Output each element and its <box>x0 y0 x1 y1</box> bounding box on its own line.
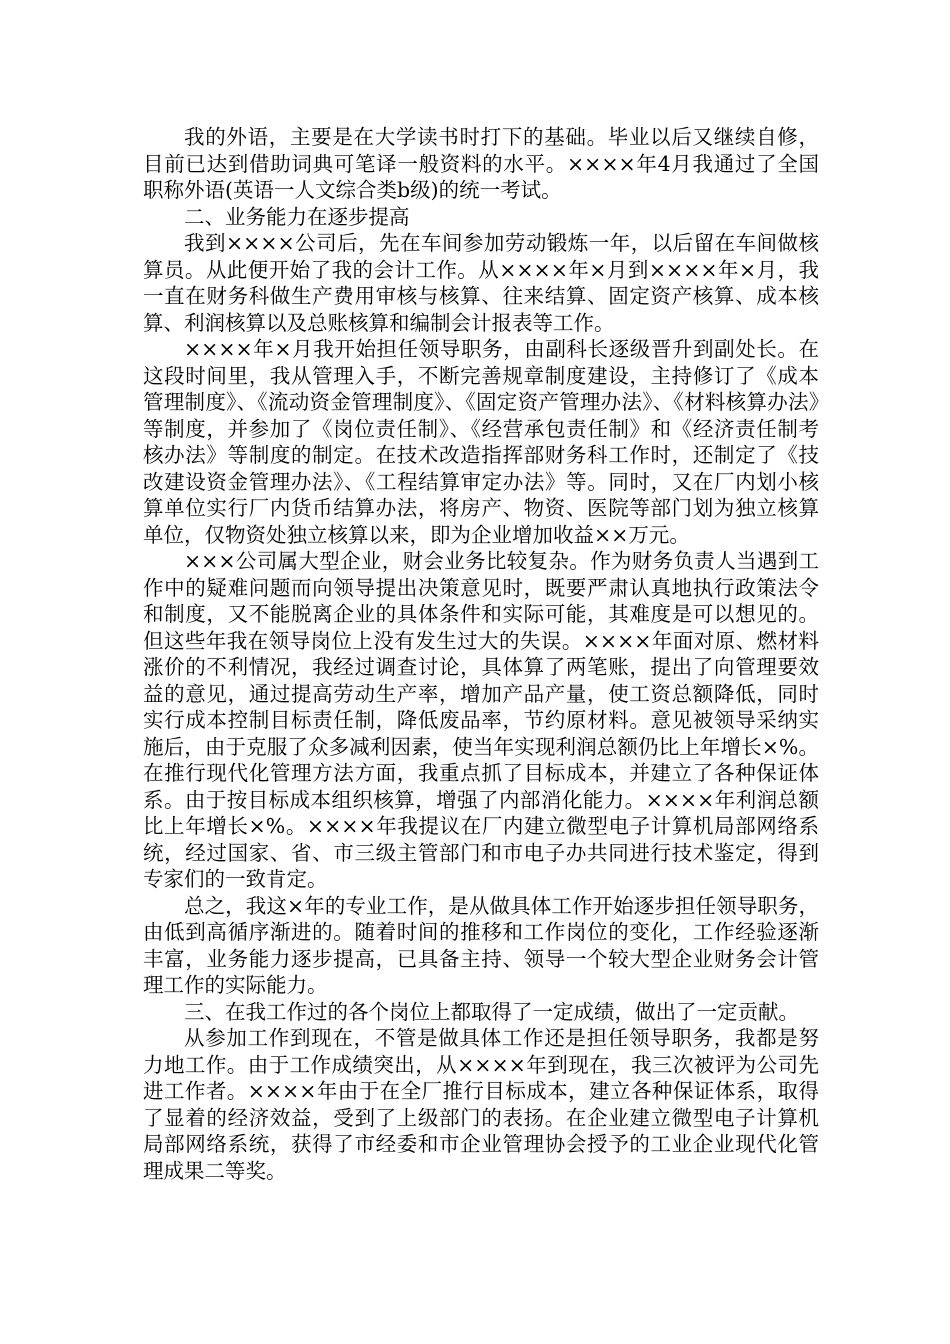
paragraph-summary: 总之，我这×年的专业工作，是从做具体工作开始逐步担任领导职务，由低到高循序渐进的。随着时间的推移和工作岗位的变化，工作经验逐渐丰富，业务能力逐步提高，已具备主持、领导一个较大型企业财务会计管理工作的实际能力。 <box>143 893 819 997</box>
document-body <box>143 124 819 1184</box>
paragraph-awards: 从参加工作到现在，不管是做具体工作还是担任领导职务，我都是努力地工作。由于工作成绩突出，从××××年到现在，我三次被评为公司先进工作者。××××年由于在全厂推行目标成本，建立各种保证体系，取得了显着的经济效益，受到了上级部门的表扬。在企业建立微型电子计算机局部网络系统，获得了市经委和市企业管理协会授予的工业企业现代化管理成果二等奖。 <box>143 1026 819 1183</box>
paragraph-company-management: ×××公司属大型企业，财会业务比较复杂。作为财务负责人当遇到工作中的疑难问题而向领导提出决策意见时，既要严肃认真地执行政策法令和制度，又不能脱离企业的具体条件和实际可能，其难度是可以想见的。但这些年我在领导岗位上没有发生过大的失误。××××年面对原、燃材料涨价的不利情况，我经过调查讨论，具体算了两笔账，提出了向管理要效益的意见，通过提高劳动生产率，增加产品产量，使工资总额降低，同时实行成本控制目标责任制，降低废品率，节约原材料。意见被领导采纳实施后，由于克服了众多减利因素，使当年实现利润总额仍比上年增长×%。在推行现代化管理方法方面，我重点抓了目标成本，并建立了各种保证体系。由于按目标成本组织核算，增强了内部消化能力。××××年利润总额比上年增长×%。××××年我提议在厂内建立微型电子计算机局部网络系统，经过国家、省、市三级主管部门和市电子办共同进行技术鉴定，得到专家们的一致肯定。 <box>143 549 819 891</box>
paragraph-foreign-language: 我的外语，主要是在大学读书时打下的基础。毕业以后又继续自修，目前已达到借助词典可笔译一般资料的水平。××××年4月我通过了全国职称外语(英语一人文综合类b级)的统一考试。 <box>143 125 819 202</box>
section-heading-business-ability: 二、业务能力在逐步提高 <box>184 204 410 229</box>
paragraph-accounting-work: 我到××××公司后，先在车间参加劳动锻炼一年，以后留在车间做核算员。从此便开始了我的会计工作。从××××年×月到××××年×月，我一直在财务科做生产费用审核与核算、往来结算、固定资产核算、成本核算、利润核算以及总账核算和编制会计报表等工作。 <box>143 231 819 335</box>
section-heading-achievements: 三、在我工作过的各个岗位上都取得了一定成绩，做出了一定贡献。 <box>184 999 799 1024</box>
paragraph-leadership-role: ××××年×月我开始担任领导职务，由副科长逐级晋升到副处长。在这段时间里，我从管理入手，不断完善规章制度建设，主持修订了《成本管理制度》、《流动资金管理制度》、《固定资产管理办法》、《材料核算办法》等制度，并参加了《岗位责任制》、《经营承包责任制》和《经济责任制考核办法》等制度的制定。在技术改造指挥部财务科工作时，还制定了《技改建设资金管理办法》、《工程结算审定办法》等。同时，又在厂内划小核算单位实行厂内货币结算办法，将房产、物资、医院等部门划为独立核算单位，仅物资处独立核算以来，即为企业增加收益××万元。 <box>143 337 819 547</box>
